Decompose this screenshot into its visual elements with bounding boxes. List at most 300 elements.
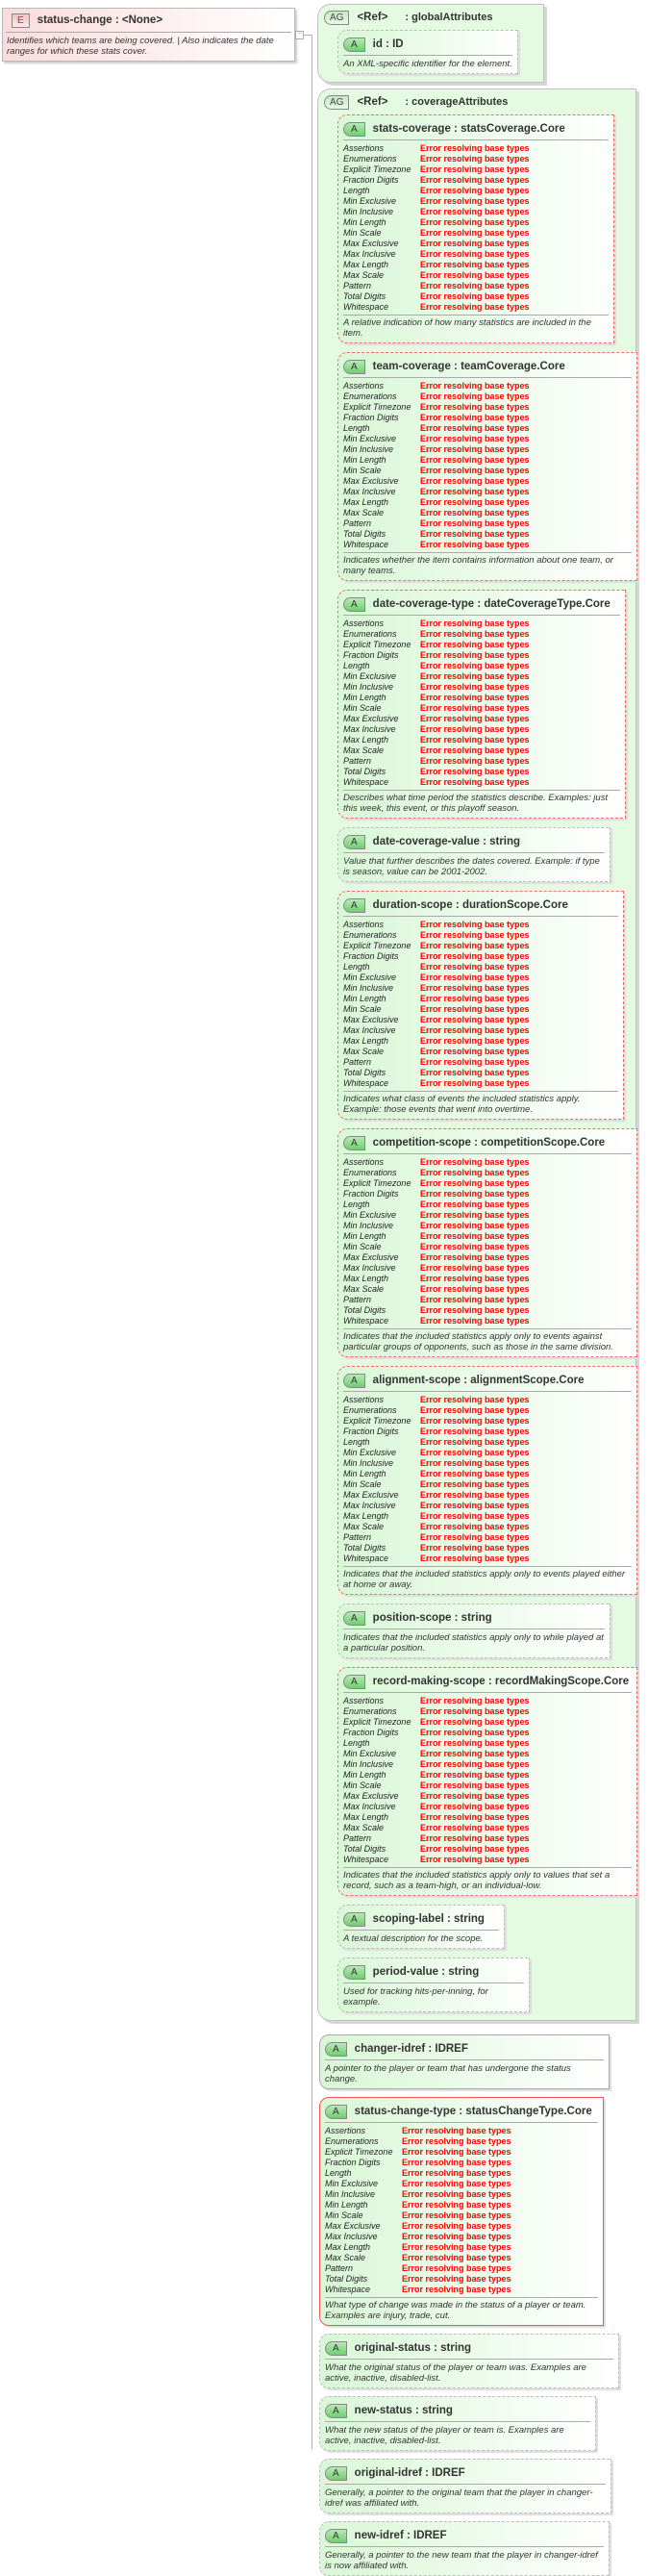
facet-row — [343, 640, 620, 650]
facet-row — [343, 1543, 632, 1553]
facet-row — [343, 682, 620, 693]
facet-value: Error resolving base types — [402, 2253, 511, 2262]
facet-label: Max Inclusive — [343, 487, 396, 496]
attribute-box[interactable] — [319, 2097, 604, 2326]
facet-row — [343, 1501, 632, 1511]
attribute-badge-icon: A — [325, 2529, 347, 2543]
facet-value: Error resolving base types — [420, 920, 530, 929]
facet-value: Error resolving base types — [420, 249, 530, 259]
attribute-name: stats-coverage : statsCoverage.Core — [372, 123, 565, 135]
facet-label: Whitespace — [343, 540, 389, 549]
facet-label: Pattern — [343, 281, 372, 290]
facet-row — [343, 455, 632, 466]
facet-label: Whitespace — [343, 1316, 389, 1326]
facet-label: Whitespace — [343, 1553, 389, 1563]
facet-label: Max Inclusive — [343, 1501, 396, 1510]
facet-row — [343, 1316, 632, 1326]
facet-row — [343, 983, 618, 994]
facet-row — [343, 207, 609, 217]
facet-row — [343, 1189, 632, 1200]
attribute-description: Indicates that the included statistics apply only to events played either at home or away. — [343, 1569, 626, 1590]
facet-row — [343, 381, 632, 391]
facet-label: Min Exclusive — [343, 1448, 397, 1457]
facet-row — [343, 1263, 632, 1274]
facet-label: Explicit Timezone — [343, 1717, 411, 1727]
facet-label: Min Length — [343, 455, 386, 465]
attribute-badge-icon: A — [343, 1136, 365, 1150]
facet-row — [343, 413, 632, 423]
facet-label: Min Length — [343, 994, 386, 1003]
facet-label: Pattern — [325, 2263, 354, 2273]
facet-value: Error resolving base types — [420, 1305, 530, 1315]
facet-label: Assertions — [343, 1395, 385, 1404]
facet-row — [343, 735, 620, 745]
facet-label: Max Length — [343, 1812, 389, 1822]
facet-label: Max Scale — [343, 1823, 385, 1832]
facet-row — [325, 2200, 598, 2210]
attribute-name: record-making-scope : recordMakingScope.Core — [372, 1676, 630, 1687]
facet-label: Assertions — [325, 2126, 366, 2135]
facet-value: Error resolving base types — [402, 2158, 511, 2167]
attribute-badge-icon: A — [343, 360, 365, 374]
facet-value: Error resolving base types — [420, 671, 530, 681]
facet-value: Error resolving base types — [420, 1025, 530, 1035]
facet-label: Pattern — [343, 518, 372, 528]
facet-label: Min Length — [343, 217, 386, 227]
attribute-group-name: : globalAttributes — [405, 12, 493, 23]
facet-value: Error resolving base types — [420, 1553, 530, 1563]
facet-row — [325, 2168, 598, 2179]
facet-label: Explicit Timezone — [343, 164, 411, 174]
attribute-box[interactable] — [337, 1366, 637, 1595]
attribute-box[interactable] — [337, 827, 611, 882]
facet-row — [343, 260, 609, 270]
facet-row — [343, 714, 620, 724]
attribute-group-global — [317, 4, 544, 83]
facet-value: Error resolving base types — [420, 682, 530, 692]
facet-row — [343, 1532, 632, 1543]
facet-label: Min Exclusive — [343, 196, 397, 206]
element-title: status-change : <None> — [37, 14, 163, 26]
facet-row — [325, 2232, 598, 2242]
facet-value: Error resolving base types — [420, 661, 530, 670]
facet-label: Min Exclusive — [343, 1210, 397, 1220]
facet-value: Error resolving base types — [420, 228, 530, 238]
attribute-name: position-scope : string — [372, 1612, 492, 1624]
attribute-header — [343, 356, 632, 378]
facet-value: Error resolving base types — [420, 529, 530, 539]
element-description: Identifies which teams are being covered. | Also indicates the date ranges for which these stats cover. — [7, 36, 274, 57]
facet-row — [343, 650, 620, 661]
attribute-badge-icon: A — [325, 2466, 347, 2481]
facet-value: Error resolving base types — [420, 1200, 530, 1209]
facet-label: Enumerations — [343, 1706, 397, 1716]
facet-label: Length — [343, 186, 370, 195]
facet-row — [343, 228, 609, 239]
facet-label: Min Scale — [343, 228, 382, 238]
attribute-group-coverage — [317, 88, 636, 2021]
facet-value: Error resolving base types — [420, 994, 530, 1003]
facet-label: Max Scale — [343, 1047, 385, 1056]
attribute-group-ref: <Ref> — [357, 12, 388, 23]
facet-label: Min Exclusive — [325, 2179, 379, 2188]
facet-label: Fraction Digits — [343, 1189, 399, 1199]
facet-value: Error resolving base types — [402, 2136, 511, 2146]
facet-value: Error resolving base types — [420, 1068, 530, 1077]
facet-label: Min Scale — [343, 466, 382, 475]
element-badge-icon: E — [12, 13, 30, 28]
facet-label: Fraction Digits — [343, 650, 399, 660]
attribute-description: Indicates that the included statistics apply only to while played at a particular position. — [343, 1632, 604, 1654]
facet-row — [325, 2126, 598, 2136]
facet-value: Error resolving base types — [420, 455, 530, 465]
facet-row — [343, 1791, 632, 1802]
facet-label: Max Inclusive — [343, 249, 396, 259]
attribute-name: status-change-type : statusChangeType.Core — [354, 2106, 592, 2117]
attribute-header — [343, 895, 618, 917]
facet-label: Assertions — [343, 920, 385, 929]
facet-label: Total Digits — [343, 1068, 386, 1077]
facet-value: Error resolving base types — [420, 1242, 530, 1251]
attribute-group-ref: <Ref> — [357, 96, 388, 108]
facet-row — [343, 1728, 632, 1738]
attribute-box[interactable] — [337, 1905, 505, 1949]
attribute-header — [343, 118, 609, 140]
facet-label: Max Scale — [325, 2253, 366, 2262]
facet-row — [343, 1469, 632, 1479]
attribute-name: id : ID — [372, 38, 404, 50]
facet-label: Whitespace — [343, 1078, 389, 1088]
facet-label: Min Inclusive — [343, 682, 394, 692]
facet-label: Length — [343, 962, 370, 972]
attribute-box[interactable] — [319, 2396, 596, 2451]
facet-label: Min Exclusive — [343, 434, 397, 443]
attribute-badge-icon: A — [325, 2341, 347, 2356]
facet-row — [343, 629, 620, 640]
facet-row — [343, 1490, 632, 1501]
attribute-box[interactable] — [337, 1667, 637, 1896]
facet-value: Error resolving base types — [402, 2242, 511, 2252]
facet-row — [325, 2136, 598, 2147]
attribute-box[interactable] — [337, 114, 614, 343]
facet-value: Error resolving base types — [420, 777, 530, 787]
facets-table — [343, 381, 632, 553]
facet-value: Error resolving base types — [420, 1274, 530, 1283]
attribute-box[interactable] — [337, 891, 624, 1120]
facet-row — [343, 994, 618, 1004]
facet-label: Max Length — [343, 1274, 389, 1283]
facet-label: Min Length — [343, 693, 386, 702]
attribute-badge-icon: A — [325, 2105, 347, 2119]
facet-label: Fraction Digits — [343, 175, 399, 185]
attribute-description: Describes what time period the statistics describe. Examples: just this week, this event, or this playoff season. — [343, 793, 609, 814]
facet-value: Error resolving base types — [420, 143, 530, 153]
facet-row — [343, 1295, 632, 1305]
facet-value: Error resolving base types — [420, 1210, 530, 1220]
facet-row — [343, 962, 618, 972]
facet-row — [343, 1448, 632, 1458]
facet-label: Max Exclusive — [343, 714, 399, 723]
attribute-name: original-idref : IDREF — [354, 2467, 465, 2479]
attribute-badge-icon: A — [343, 122, 365, 137]
attribute-box[interactable] — [337, 1128, 637, 1357]
facet-value: Error resolving base types — [420, 164, 530, 174]
facet-label: Explicit Timezone — [343, 640, 411, 649]
facet-value: Error resolving base types — [420, 239, 530, 248]
facet-value: Error resolving base types — [402, 2147, 511, 2157]
facet-row — [343, 1015, 618, 1025]
facet-row — [343, 508, 632, 518]
attribute-name: competition-scope : competitionScope.Core — [372, 1137, 606, 1149]
facet-value: Error resolving base types — [402, 2274, 511, 2284]
attribute-group-header — [324, 93, 630, 111]
facet-label: Total Digits — [343, 1305, 386, 1315]
facet-row — [343, 196, 609, 207]
facet-value: Error resolving base types — [420, 1728, 530, 1737]
facet-row — [343, 1823, 632, 1833]
attribute-list — [337, 114, 630, 2012]
facet-value: Error resolving base types — [420, 1448, 530, 1457]
facet-row — [325, 2242, 598, 2253]
facet-value: Error resolving base types — [420, 207, 530, 216]
facet-label: Assertions — [343, 1157, 385, 1167]
facet-value: Error resolving base types — [420, 1717, 530, 1727]
facets-table — [343, 619, 620, 791]
facet-value: Error resolving base types — [420, 391, 530, 401]
attribute-badge-icon: A — [325, 2042, 347, 2057]
facet-label: Max Exclusive — [343, 476, 399, 486]
facet-value: Error resolving base types — [420, 941, 530, 950]
attribute-description: A pointer to the player or team that has undergone the status change. — [325, 2063, 571, 2084]
facet-label: Whitespace — [325, 2285, 371, 2294]
facet-row — [343, 1780, 632, 1791]
attribute-name: date-coverage-type : dateCoverageType.Core — [372, 598, 611, 610]
facet-row — [325, 2221, 598, 2232]
facet-label: Max Inclusive — [343, 1802, 396, 1811]
attribute-badge-icon: A — [343, 1675, 365, 1689]
facet-value: Error resolving base types — [420, 962, 530, 972]
facet-row — [343, 1231, 632, 1242]
facet-row — [343, 1395, 632, 1405]
facet-row — [343, 518, 632, 529]
attribute-group-name: : coverageAttributes — [405, 96, 509, 108]
facet-label: Fraction Digits — [343, 1427, 399, 1436]
attribute-badge-icon: A — [343, 835, 365, 849]
facet-label: Total Digits — [343, 529, 386, 539]
facet-value: Error resolving base types — [420, 983, 530, 993]
facet-value: Error resolving base types — [420, 1057, 530, 1067]
facet-row — [343, 154, 609, 164]
attribute-badge-icon: A — [343, 1374, 365, 1388]
facet-value: Error resolving base types — [420, 1749, 530, 1758]
attribute-box[interactable] — [337, 30, 518, 74]
attribute-box[interactable] — [337, 352, 637, 581]
facet-row — [343, 1157, 632, 1168]
facet-label: Min Scale — [343, 1780, 382, 1790]
facet-value: Error resolving base types — [420, 540, 530, 549]
attribute-name: new-idref : IDREF — [354, 2530, 447, 2541]
facet-label: Max Inclusive — [343, 1263, 396, 1273]
facet-row — [343, 1844, 632, 1855]
facet-value: Error resolving base types — [420, 1047, 530, 1056]
facet-row — [343, 703, 620, 714]
facet-value: Error resolving base types — [420, 402, 530, 412]
facet-row — [325, 2189, 598, 2200]
facet-row — [343, 1221, 632, 1231]
facet-row — [343, 1025, 618, 1036]
facet-label: Fraction Digits — [343, 951, 399, 961]
facet-row — [343, 1274, 632, 1284]
facet-row — [325, 2263, 598, 2274]
facet-value: Error resolving base types — [420, 951, 530, 961]
attribute-description: An XML-specific identifier for the element. — [343, 59, 512, 69]
facet-label: Min Exclusive — [343, 1749, 397, 1758]
facet-label: Length — [343, 1738, 370, 1748]
facet-row — [343, 434, 632, 444]
facet-row — [343, 1738, 632, 1749]
facet-row — [343, 1855, 632, 1865]
facet-row — [343, 1802, 632, 1812]
facet-value: Error resolving base types — [420, 508, 530, 518]
attribute-description: A textual description for the scope. — [343, 1933, 484, 1944]
facet-value: Error resolving base types — [402, 2200, 511, 2210]
facet-row — [343, 1416, 632, 1427]
attribute-name: period-value : string — [372, 1966, 480, 1978]
attribute-description: What type of change was made in the status of a player or team. Examples are injury, trade, cut. — [325, 2300, 586, 2321]
facet-value: Error resolving base types — [402, 2221, 511, 2231]
facet-value: Error resolving base types — [420, 930, 530, 940]
facet-value: Error resolving base types — [420, 1004, 530, 1014]
facet-label: Max Scale — [343, 745, 385, 755]
facet-label: Max Exclusive — [343, 1015, 399, 1024]
facet-label: Assertions — [343, 381, 385, 391]
facet-row — [343, 661, 620, 671]
facet-row — [343, 1047, 618, 1057]
facet-row — [343, 487, 632, 497]
attribute-box[interactable] — [337, 590, 626, 819]
attribute-badge-icon: A — [343, 597, 365, 612]
facet-label: Min Inclusive — [325, 2189, 376, 2199]
facet-row — [343, 1305, 632, 1316]
attribute-header — [343, 1607, 605, 1629]
facets-table — [343, 1696, 632, 1868]
facet-value: Error resolving base types — [420, 154, 530, 164]
attribute-header — [343, 1961, 524, 1983]
facet-label: Enumerations — [343, 930, 397, 940]
facet-label: Min Exclusive — [343, 671, 397, 681]
facet-row — [343, 972, 618, 983]
element-status-change[interactable] — [2, 8, 295, 62]
attribute-header — [343, 1132, 632, 1154]
facet-value: Error resolving base types — [420, 444, 530, 454]
attribute-name: new-status : string — [354, 2405, 453, 2416]
facet-label: Max Length — [343, 497, 389, 507]
facet-value: Error resolving base types — [420, 270, 530, 280]
facet-row — [343, 164, 609, 175]
facet-label: Fraction Digits — [343, 413, 399, 422]
facet-value: Error resolving base types — [420, 724, 530, 734]
facet-label: Max Exclusive — [325, 2221, 381, 2231]
facet-row — [343, 1036, 618, 1047]
facet-value: Error resolving base types — [420, 1295, 530, 1304]
attribute-box[interactable] — [319, 2334, 619, 2388]
facet-row — [343, 756, 620, 767]
facet-label: Min Scale — [343, 703, 382, 713]
facet-label: Max Scale — [343, 1284, 385, 1294]
attribute-badge-icon: A — [343, 898, 365, 913]
facet-row — [325, 2179, 598, 2189]
facet-row — [343, 671, 620, 682]
collapse-toggle[interactable]: − — [295, 31, 304, 39]
facet-row — [343, 302, 609, 313]
facet-value: Error resolving base types — [420, 1780, 530, 1790]
attribute-box[interactable] — [319, 2459, 611, 2513]
facets-table — [343, 143, 609, 316]
facet-label: Min Inclusive — [343, 1221, 394, 1230]
facet-row — [343, 423, 632, 434]
facet-label: Explicit Timezone — [343, 1416, 411, 1426]
facet-row — [343, 1405, 632, 1416]
facet-row — [325, 2274, 598, 2285]
facet-row — [343, 1284, 632, 1295]
facet-label: Max Length — [343, 735, 389, 745]
facet-value: Error resolving base types — [420, 1522, 530, 1531]
facet-row — [343, 951, 618, 962]
attribute-name: alignment-scope : alignmentScope.Core — [372, 1375, 585, 1386]
facet-value: Error resolving base types — [420, 1791, 530, 1801]
facet-value: Error resolving base types — [420, 1231, 530, 1241]
attribute-box[interactable] — [319, 2034, 610, 2089]
facet-label: Whitespace — [343, 777, 389, 787]
facet-value: Error resolving base types — [420, 466, 530, 475]
attribute-box[interactable] — [337, 1604, 611, 1658]
attribute-box[interactable] — [319, 2521, 610, 2576]
attribute-badge-icon: A — [343, 38, 365, 52]
facet-value: Error resolving base types — [420, 1036, 530, 1046]
attribute-box[interactable] — [337, 1957, 530, 2012]
facet-row — [325, 2253, 598, 2263]
facet-label: Explicit Timezone — [343, 1178, 411, 1188]
facet-value: Error resolving base types — [402, 2168, 511, 2178]
facet-label: Length — [325, 2168, 352, 2178]
attribute-header — [325, 2525, 604, 2547]
facet-label: Min Scale — [343, 1242, 382, 1251]
facet-label: Length — [343, 1437, 370, 1447]
facet-label: Min Scale — [343, 1479, 382, 1489]
facet-row — [343, 745, 620, 756]
facet-value: Error resolving base types — [420, 1458, 530, 1468]
facet-value: Error resolving base types — [420, 1501, 530, 1510]
facet-value: Error resolving base types — [420, 1759, 530, 1769]
attribute-name: changer-idref : IDREF — [354, 2043, 468, 2055]
facet-label: Min Scale — [343, 1004, 382, 1014]
facet-label: Total Digits — [343, 291, 386, 301]
attribute-list — [337, 30, 537, 74]
facet-row — [343, 540, 632, 550]
facet-label: Assertions — [343, 143, 385, 153]
facet-row — [343, 281, 609, 291]
facet-value: Error resolving base types — [420, 186, 530, 195]
facet-value: Error resolving base types — [420, 1157, 530, 1167]
facet-value: Error resolving base types — [420, 1252, 530, 1262]
attribute-description: What the original status of the player or team was. Examples are active, inactive, disabled-list. — [325, 2362, 586, 2384]
facet-label: Total Digits — [343, 1844, 386, 1854]
attribute-description: A relative indication of how many statistics are included in the item. — [343, 317, 591, 339]
attribute-header — [325, 2101, 598, 2123]
facet-row — [343, 1749, 632, 1759]
facet-row — [343, 270, 609, 281]
facet-value: Error resolving base types — [420, 423, 530, 433]
